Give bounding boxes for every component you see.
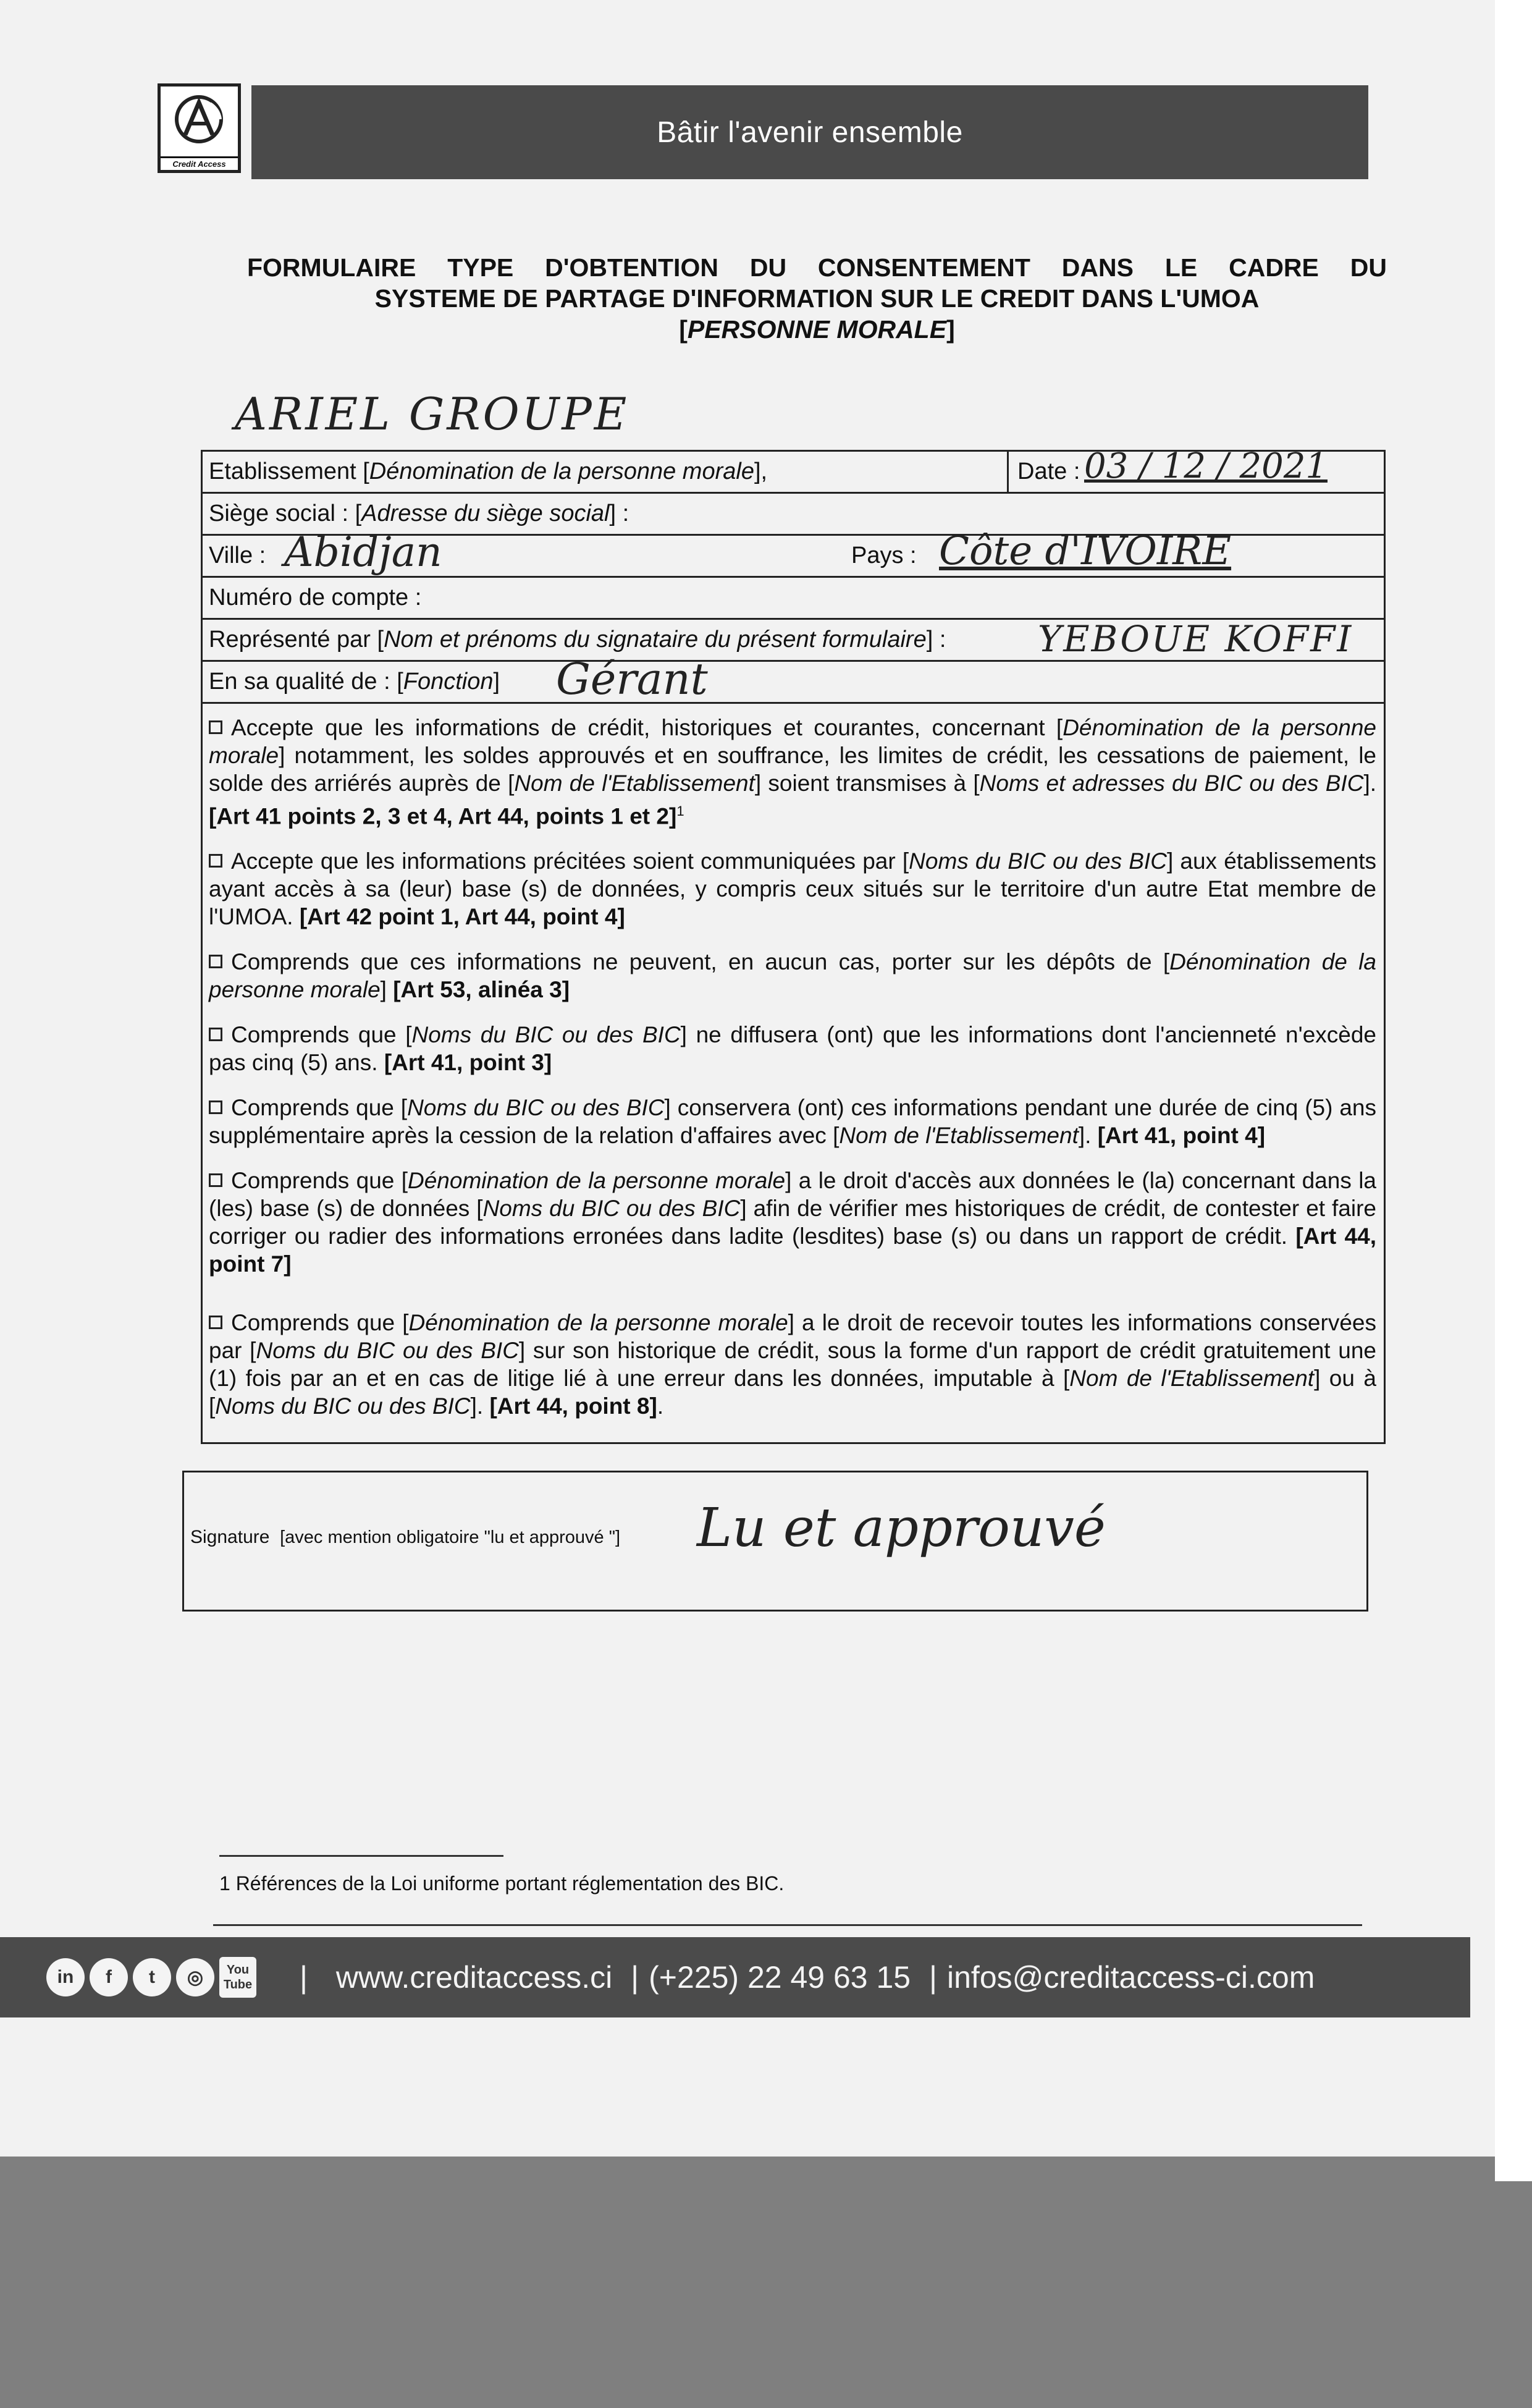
twitter-icon[interactable]: t — [133, 1958, 171, 1996]
clause-5: Comprends que [Noms du BIC ou des BIC] conservera (ont) ces informations pendant une durée de cinq (5) ans supplémentaire après la cession de la relation d'affaires avec [Nom de l'Etablissement]. [Art 41, point 4] — [209, 1095, 1377, 1149]
consent-form — [201, 450, 1386, 1444]
handwritten-representant: YEBOUE KOFFI — [1038, 618, 1353, 660]
row-represente: Représenté par [ Nom et prénoms du signataire du présent formulaire ] : — [203, 620, 1384, 662]
handwritten-date: 03 / 12 / 2021 — [1084, 446, 1328, 486]
clause-6: Comprends que [Dénomination de la personne morale] a le droit d'accès aux données le (la) concernant dans la (les) base (s) de données [Noms du BIC ou des BIC] afin de vérifier mes historiques de crédit, de contester et faire corriger ou radier des informations erronées dans ladite (lesdites) base (s) ou dans un rapport de crédit. [Art 44, point 7] — [209, 1168, 1377, 1277]
handwritten-fonction: Gérant — [556, 654, 708, 704]
row-etablissement: Etablissement [Dénomination de la personne morale], Date : — [203, 452, 1384, 494]
email-link[interactable]: infos@creditaccess-ci.com — [947, 1960, 1315, 1995]
checkbox-icon — [209, 720, 222, 734]
date-label: Date : — [1017, 458, 1080, 484]
header-banner — [251, 85, 1368, 179]
footnote: 1 Références de la Loi uniforme portant réglementation des BIC. — [219, 1872, 785, 1895]
credit-access-logo — [158, 83, 241, 173]
clause-3: Comprends que ces informations ne peuvent, en aucun cas, porter sur les dépôts de [Dénomination de la personne morale] [Art 53, alinéa 3] — [209, 949, 1376, 1003]
youtube-icon[interactable]: You Tube — [219, 1957, 256, 1998]
consent-clauses — [203, 704, 1384, 1442]
compte-label: Numéro de compte : — [209, 585, 422, 610]
handwritten-mention: Lu et approuvé — [697, 1497, 1106, 1559]
logo-emblem-icon — [167, 91, 232, 147]
checkbox-icon — [209, 1028, 222, 1041]
handwritten-ville: Abidjan — [284, 528, 442, 576]
form-title — [247, 252, 1387, 345]
scan-margin — [1495, 0, 1532, 2181]
clause-2: Accepte que les informations précitées soient communiquées par [Noms du BIC ou des BIC] aux établissements ayant accès à sa (leur) base (s) de données, y compris ceux situés sur le territoire d'un autre Etat membre de l'UMOA. [Art 42 point 1, Art 44, point 4] — [209, 848, 1376, 930]
clause-1: Accepte que les informations de crédit, historiques et courantes, concernant [Dénomination de la personne morale] notamment, les soldes approuvés et en souffrance, les limites de crédit, les cessations de paiement, le solde des arriérés auprès de [Nom de l'Etablissement] soient transmises à [Noms et adresses du BIC ou des BIC]. [Art 41 points 2, 3 et 4, Art 44, points 1 et 2]$^1$ — [209, 715, 1376, 829]
footnote-rule — [219, 1855, 503, 1857]
footer-contact: | www.creditaccess.ci | (+225) 22 49 63 15 | infos@creditaccess-ci.com — [300, 1960, 1315, 1995]
facebook-icon[interactable]: f — [90, 1958, 128, 1996]
title-line-1: FORMULAIRE TYPE D'OBTENTION DU CONSENTEMENT DANS LE CADRE DU — [247, 253, 1387, 282]
signature-label: Signature [avec mention obligatoire "lu et approuvé "] — [190, 1527, 621, 1547]
clause-7: Comprends que [Dénomination de la personne morale] a le droit de recevoir toutes les informations conservées par [Noms du BIC ou des BIC] sur son historique de crédit, sous la forme d'un rapport de crédit gratuitement une (1) fois par an et en cas de litige lié à une erreur dans les données, imputable à [Nom de l'Etablissement] ou à [Noms du BIC ou des BIC]. [Art 44, point 8]. — [209, 1310, 1377, 1419]
ville-label: Ville : — [209, 543, 266, 568]
clause-4: Comprends que [Noms du BIC ou des BIC] ne diffusera (ont) que les informations dont l'ancienneté n'excède pas cinq (5) ans. [Art 41, point 3] — [209, 1022, 1376, 1076]
checkbox-icon — [209, 1100, 222, 1114]
checkbox-icon — [209, 1316, 222, 1329]
website-link[interactable]: www.creditaccess.ci — [335, 1960, 613, 1995]
handwritten-pays: Côte d'IVOIRE — [939, 528, 1232, 574]
social-icons — [46, 1957, 256, 1998]
logo-caption: Credit Access — [161, 156, 238, 170]
row-siege: Siège social : [ Adresse du siège social ] : — [203, 494, 1384, 536]
row-compte — [203, 578, 1384, 620]
title-line-3: [PERSONNE MORALE] — [679, 315, 955, 344]
pays-label: Pays : — [851, 543, 917, 568]
checkbox-icon — [209, 1173, 222, 1187]
signature-box — [182, 1471, 1368, 1612]
checkbox-icon — [209, 854, 222, 868]
checkbox-icon — [209, 955, 222, 968]
row-qualite: En sa qualité de : [ Fonction ] — [203, 662, 1384, 704]
phone-number: (+225) 22 49 63 15 — [649, 1960, 911, 1995]
banner-slogan: Bâtir l'avenir ensemble — [657, 116, 963, 149]
handwritten-company-name: ARIEL GROUPE — [235, 388, 629, 440]
instagram-icon[interactable]: ◎ — [176, 1958, 214, 1996]
linkedin-icon[interactable]: in — [46, 1958, 85, 1996]
footer-banner — [0, 1937, 1470, 2017]
title-line-2: SYSTEME DE PARTAGE D'INFORMATION SUR LE CREDIT DANS L'UMOA — [374, 284, 1260, 313]
footer-rule — [213, 1924, 1362, 1926]
